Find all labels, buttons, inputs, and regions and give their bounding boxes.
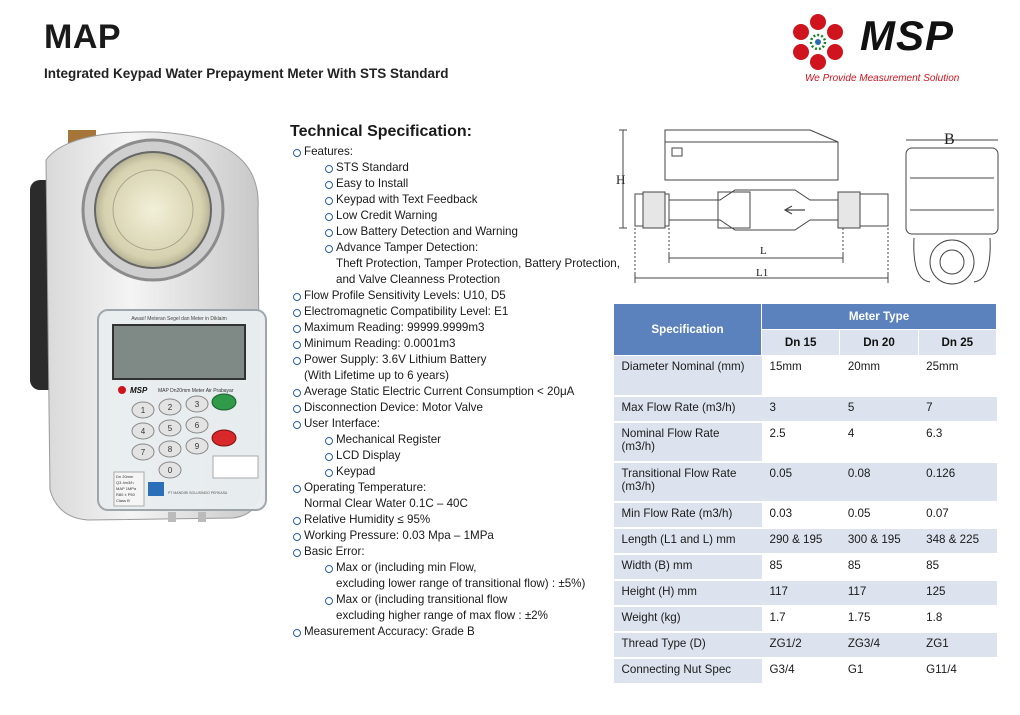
label-b: B [944,131,955,148]
svg-text:8: 8 [167,445,173,454]
logo-brand: MSP [860,12,955,59]
table-header-meter-type: Meter Type [762,304,997,330]
table-row [614,580,997,606]
table-row [614,554,997,580]
svg-text:Dn 20mm: Dn 20mm [116,474,134,479]
row-label: Weight (kg) [614,606,762,632]
table-row [614,606,997,632]
svg-text:4: 4 [140,427,146,436]
page-subtitle: Integrated Keypad Water Prepayment Meter With STS Standard [44,66,449,81]
column-header-dn20: Dn 20 [840,330,918,356]
feature-item: Advance Tamper Detection: Theft Protection, Tamper Protection, Battery Protection, and Valve Cleanness Protection [322,240,630,288]
spec-item-max-reading: Maximum Reading: 99999.9999m3 [290,320,630,336]
table-cell: 117 [762,580,840,606]
side-view [619,130,888,283]
table-cell: 25mm [918,356,996,396]
error-item: Max or (including min Flow, excluding lower range of transitional flow) : ±5%) [322,560,630,592]
spec-item-disconnection: Disconnection Device: Motor Valve [290,400,630,416]
table-cell: 85 [762,554,840,580]
table-cell: 0.08 [840,462,918,502]
table-cell: G1 [840,658,918,684]
tamper-detail: and Valve Cleanness Protection [336,273,501,286]
table-row [614,502,997,528]
table-cell: G3/4 [762,658,840,684]
end-view [906,140,998,284]
table-cell: 3 [762,396,840,422]
meter-brand: MSP [130,386,148,395]
meter-illustration [28,120,278,530]
table-row [614,356,997,396]
lcd-label: Awasi! Meteran Segel dan Meter in Diklaim [131,316,227,322]
logo-tagline: We Provide Measurement Solution [805,73,960,84]
page-title: MAP [44,18,122,56]
feature-item: STS Standard [322,160,630,176]
svg-text:0: 0 [167,466,173,475]
spec-item-power-supply: Power Supply: 3.6V Lithium Battery (With Lifetime up to 6 years) [290,352,630,384]
ui-item: LCD Display [322,448,630,464]
table-cell: 1.8 [918,606,996,632]
svg-text:5: 5 [167,424,173,433]
table-cell: ZG1 [918,632,996,658]
row-label: Diameter Nominal (mm) [614,356,762,396]
table-cell: 6.3 [918,422,996,462]
table-cell: ZG1/2 [762,632,840,658]
table-cell: 85 [840,554,918,580]
svg-text:3: 3 [194,400,200,409]
error-item: Max or (including transitional flow excluding higher range of max flow : ±2% [322,592,630,624]
table-cell: 0.03 [762,502,840,528]
table-cell: 1.7 [762,606,840,632]
feature-item: Keypad with Text Feedback [322,192,630,208]
row-label: Max Flow Rate (m3/h) [614,396,762,422]
table-header-specification: Specification [614,304,762,356]
table-cell: 290 & 195 [762,528,840,554]
dimension-diagram [610,120,1010,295]
spec-item-emc: Electromagnetic Compatibility Level: E1 [290,304,630,320]
svg-text:1: 1 [140,406,146,415]
row-label: Transitional Flow Rate (m3/h) [614,462,762,502]
table-cell: 7 [918,396,996,422]
spec-item-accuracy: Measurement Accuracy: Grade B [290,624,630,640]
spec-item-basic-error: Basic Error: Max or (including min Flow, excluding lower range of transitional flow) : ±5%) Max or (including transitional flow excluding higher range of max flow : ±2% [290,544,630,624]
label-l1: L1 [756,267,769,279]
row-label: Thread Type (D) [614,632,762,658]
table-cell: 348 & 225 [918,528,996,554]
table-row [614,658,997,684]
spec-item-humidity: Relative Humidity ≤ 95% [290,512,630,528]
table-cell: 2.5 [762,422,840,462]
svg-text:9: 9 [194,442,200,451]
svg-text:6: 6 [194,421,200,430]
column-header-dn15: Dn 15 [762,330,840,356]
spec-item-features: Features: STS Standard Easy to Install Keypad with Text Feedback Low Credit Warning Low Battery Detection and Warning Advance Tamper Detection: Theft Protection, Tamper Protection, Battery Protection, and Valve Cleanness Protection [290,144,630,288]
table-cell: 1.75 [840,606,918,632]
table-row [614,422,997,462]
row-label: Min Flow Rate (m3/h) [614,502,762,528]
svg-text:2: 2 [167,403,173,412]
spec-item-operating-temp: Operating Temperature: Normal Clear Water 0.1C – 40C [290,480,630,512]
table-row [614,528,997,554]
feature-item: Low Battery Detection and Warning [322,224,630,240]
label-l: L [760,245,767,257]
table-cell: G11/4 [918,658,996,684]
table-cell: 300 & 195 [840,528,918,554]
row-label: Length (L1 and L) mm [614,528,762,554]
spec-item-static-current: Average Static Electric Current Consumption < 20μA [290,384,630,400]
ui-item: Keypad [322,464,630,480]
spec-title: Technical Specification: [290,123,472,140]
table-cell: 20mm [840,356,918,396]
meter-type-table [613,303,997,685]
feature-item: Easy to Install [322,176,630,192]
table-cell: 0.05 [762,462,840,502]
feature-item: Low Credit Warning [322,208,630,224]
table-cell: 0.07 [918,502,996,528]
table-cell: 0.126 [918,462,996,502]
spec-item-min-reading: Minimum Reading: 0.0001m3 [290,336,630,352]
table-cell: 117 [840,580,918,606]
table-cell: 0.05 [840,502,918,528]
row-label: Height (H) mm [614,580,762,606]
tamper-detail: Theft Protection, Tamper Protection, Battery Protection, [336,257,620,270]
table-cell: ZG3/4 [840,632,918,658]
spec-item-flow-profile: Flow Profile Sensitivity Levels: U10, D5 [290,288,630,304]
table-cell: 15mm [762,356,840,396]
table-row [614,396,997,422]
table-cell: 125 [918,580,996,606]
row-label: Width (B) mm [614,554,762,580]
column-header-dn25: Dn 25 [918,330,996,356]
table-cell: 85 [918,554,996,580]
svg-text:7: 7 [140,448,146,457]
meter-company: PT MANDIRI SOLUSINDO PERKASA [168,491,228,495]
svg-text:MAP 1MPa: MAP 1MPa [116,486,137,491]
meter-model: MAP Dn20mm Meter Air Prabayar [158,388,234,394]
spec-item-pressure: Working Pressure: 0.03 Mpa – 1MPa [290,528,630,544]
table-cell: 5 [840,396,918,422]
technical-specification [290,122,630,640]
ui-item: Mechanical Register [322,432,630,448]
spec-item-user-interface: User Interface: Mechanical Register LCD Display Keypad [290,416,630,480]
svg-text:Q3 4m3/h: Q3 4m3/h [116,480,134,485]
svg-text:Class B: Class B [116,498,130,503]
table-row [614,462,997,502]
svg-text:R80 ± P50: R80 ± P50 [116,492,135,497]
table-cell: 4 [840,422,918,462]
label-h: H [616,172,626,187]
row-label: Nominal Flow Rate (m3/h) [614,422,762,462]
row-label: Connecting Nut Spec [614,658,762,684]
table-row [614,632,997,658]
